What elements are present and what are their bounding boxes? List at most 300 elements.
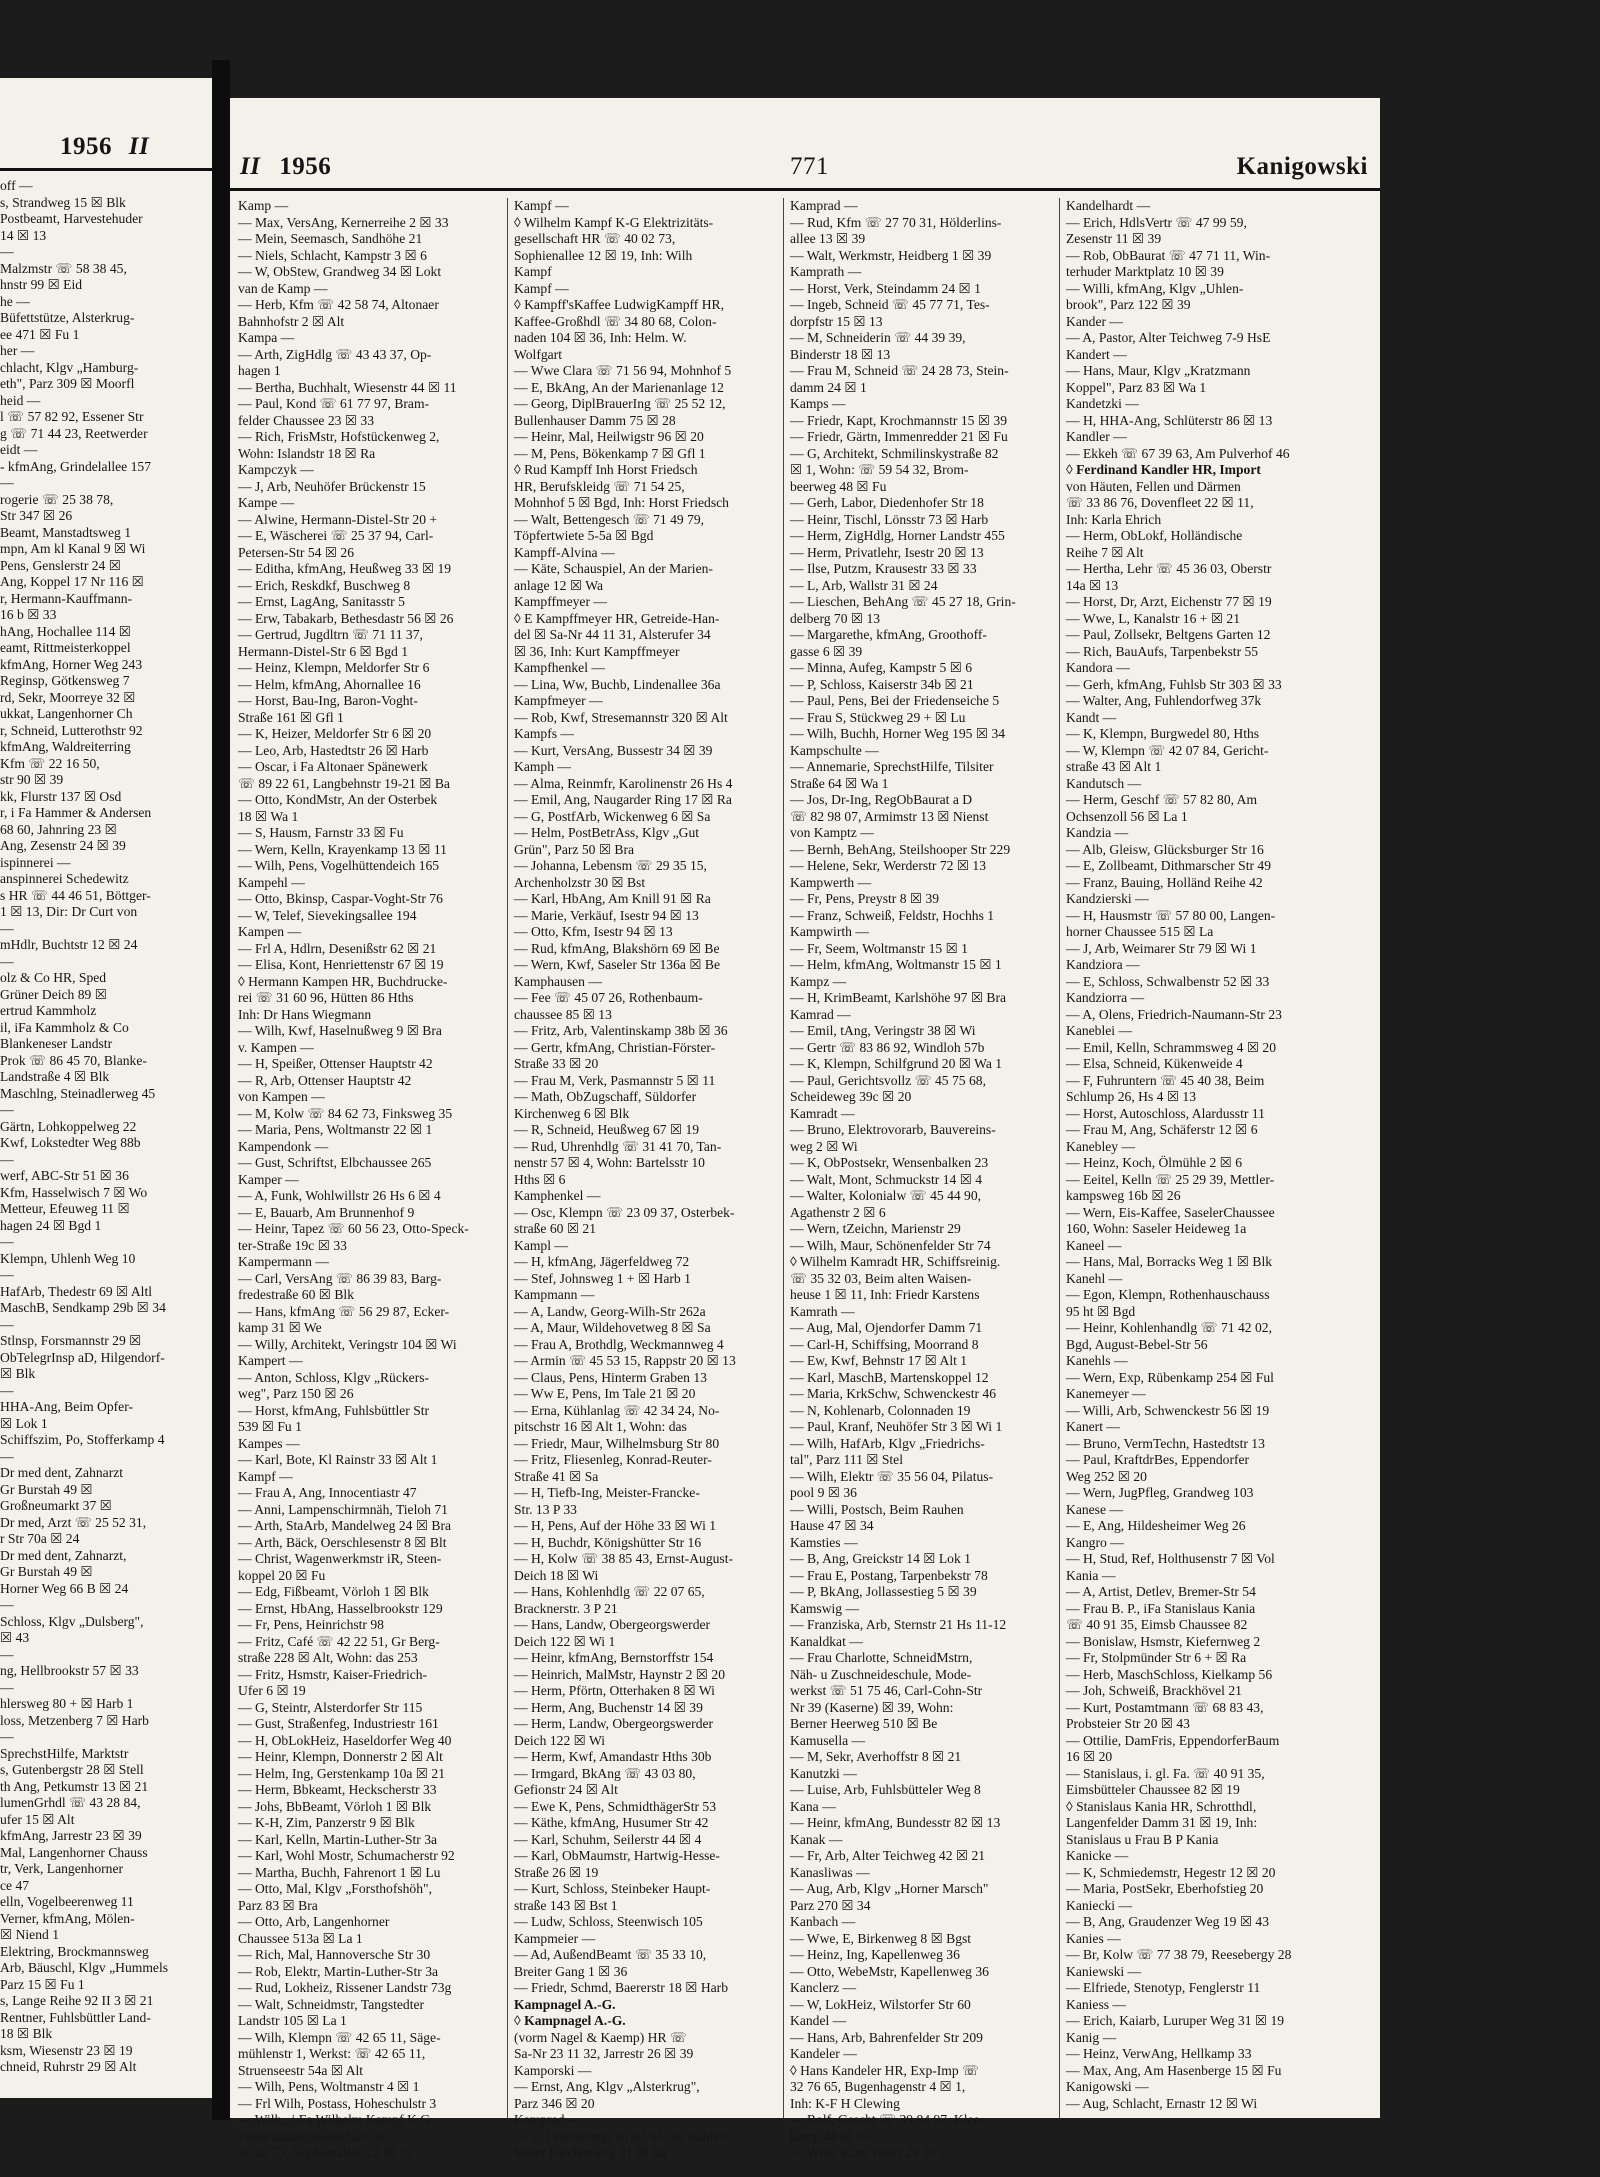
directory-entry: Kampffmeyer — [514, 594, 607, 609]
directory-entry: Wohn: Islandstr 18 ☒ Ra [238, 445, 376, 461]
directory-entry: — Wwe Clara ☏ 71 56 94, Mohnhof 5 [514, 363, 732, 378]
directory-entry: — Rud, Lokheiz, Rissener Landstr 73g [238, 1980, 452, 1995]
directory-entry: Kanert — [1066, 1419, 1120, 1434]
directory-entry: Büfettstütze, Alsterkrug- [0, 310, 135, 325]
column-divider [1059, 198, 1060, 2118]
directory-entry: 16 b ☒ 33 [0, 607, 57, 622]
directory-entry: kfmAng, Jarrestr 23 ☒ 39 [0, 1828, 142, 1843]
directory-entry: — E, Bauarb, Am Brunnenhof 9 [238, 1204, 415, 1220]
directory-entry: r, i Fa Hammer & Andersen [0, 805, 152, 820]
directory-entry: HafArb, Thedestr 69 ☒ Altl [0, 1283, 152, 1299]
directory-entry: ee 471 ☒ Fu 1 [0, 326, 80, 342]
directory-entry: Bracknerstr. 3 P 21 [514, 1600, 618, 1616]
directory-entry: — Friedr, Gärtn, Immenredder 21 ☒ Fu [790, 429, 1008, 444]
directory-entry: — Marie, Verkäuf, Isestr 94 ☒ 13 [514, 907, 699, 923]
directory-entry: Breiter Gang 1 ☒ 36 [514, 1963, 628, 1979]
directory-entry: — Bruno, Elektrovorarb, Bauvereins- [790, 1122, 996, 1137]
directory-entry: — Heinz, Ing, Kapellenweg 36 [790, 1947, 960, 1962]
directory-entry: Kanehls — [1066, 1353, 1128, 1368]
directory-entry: — Math, ObZugschaff, Süldorfer [514, 1089, 697, 1104]
directory-entry: Kamporski — [514, 2062, 592, 2078]
directory-entry: — Kurt, Schloss, Steinbeker Haupt- [514, 1881, 711, 1896]
directory-entry: — Wern, Eis-Kaffee, SaselerChaussee [1066, 1204, 1275, 1220]
directory-entry: MaschB, Sendkamp 29b ☒ 34 [0, 1300, 166, 1315]
directory-entry: — E, Ang, Hildesheimer Weg 26 [1066, 1518, 1246, 1533]
directory-entry: Agathenstr 2 ☒ 6 [790, 1204, 886, 1220]
directory-entry: Kandel — [790, 2013, 847, 2028]
directory-entry: — Wilh, Kwf, Haselnußweg 9 ☒ Bra [238, 1023, 442, 1038]
directory-entry: beerweg 48 ☒ Fu [790, 478, 887, 494]
directory-entry: (vorm Nagel & Kaemp) HR ☏ [514, 2029, 687, 2045]
directory-entry: — Willi, Arb, Schwenckestr 56 ☒ 19 [1066, 1402, 1270, 1418]
directory-entry: werf, ABC-Str 51 ☒ 36 [0, 1168, 129, 1183]
directory-entry: — Georg, DiplBrauerIng ☏ 25 52 12, [514, 396, 726, 411]
directory-entry: — Anton, Schloss, Klgv „Rückers- [238, 1369, 430, 1385]
directory-entry: — Walt, Werkmstr, Heidberg 1 ☒ 39 [790, 247, 992, 263]
directory-entry: — Wilh, Pens, Woltmanstr 4 ☒ 1 [238, 2079, 420, 2094]
directory-entry: Kandziorra — [1066, 990, 1145, 1005]
directory-entry: 68 60, Jahnring 23 ☒ [0, 821, 117, 837]
directory-entry: — Herm, Privatlehr, Isestr 20 ☒ 13 [790, 544, 984, 560]
directory-entry: Stlnsp, Forsmannstr 29 ☒ [0, 1333, 142, 1348]
directory-entry: tal", Parz 111 ☒ Stel [790, 1452, 903, 1467]
directory-entry: — Christ, Wagenwerkmstr iR, Steen- [238, 1551, 442, 1566]
directory-entry: gasse 6 ☒ 39 [790, 643, 863, 659]
directory-entry: Kandeler — [790, 2046, 857, 2061]
directory-entry: koppel 20 ☒ Fu [238, 1567, 326, 1583]
directory-entry: — Karl, Wohl Mostr, Schumacherstr 92 [238, 1848, 455, 1863]
directory-entry: gesellschaft HR ☏ 40 02 73, [514, 231, 676, 246]
directory-entry: Horner Weg 66 B ☒ 24 [0, 1580, 129, 1596]
directory-entry: Kampwirth — [790, 924, 869, 939]
directory-entry: — Hans, Mal, Borracks Weg 1 ☒ Blk [1066, 1254, 1273, 1269]
directory-entry: Kamsties — [790, 1534, 858, 1550]
directory-entry: Straße 41 ☒ Sa [514, 1468, 599, 1484]
directory-entry: s, Lange Reihe 92 II 3 ☒ 21 [0, 1993, 154, 2008]
directory-entry: — Helm, PostBetrAss, Klgv „Gut [514, 825, 700, 840]
directory-entry: ukkat, Langenhorner Ch [0, 706, 133, 721]
directory-entry: — R, Schneid, Heußweg 67 ☒ 19 [514, 1122, 700, 1137]
left-header-volume: II [128, 133, 150, 160]
directory-entry: Kander — [1066, 313, 1123, 329]
directory-entry: Grüner Deich 89 ☒ [0, 986, 107, 1002]
directory-entry: l ☏ 57 82 92, Essener Str [0, 409, 144, 424]
directory-entry: — Helm, kfmAng, Woltmanstr 15 ☒ 1 [790, 957, 1002, 972]
directory-entry: von Kamptz — [790, 825, 874, 840]
directory-entry: Langenfelder Damm 31 ☒ 19, Inh: [1066, 1815, 1258, 1830]
directory-entry: Straße 33 ☒ 20 [514, 1056, 599, 1071]
directory-entry: — Martha, Buchh, Fahrenort 1 ☒ Lu [238, 1864, 441, 1880]
directory-entry: Bgd, August-Bebel-Str 56 [1066, 1336, 1208, 1352]
directory-entry: — Bonislaw, Hsmstr, Kiefernweg 2 [1066, 1633, 1261, 1649]
directory-entry: Str 347 ☒ 26 [0, 508, 73, 523]
directory-entry: — [0, 1679, 14, 1695]
directory-entry: — Walt, Schneidmstr, Tangstedter [238, 1996, 425, 2012]
directory-entry: — Wern, tZeichn, Marienstr 29 [790, 1221, 961, 1236]
directory-entry: — Friedr, Schmd, Baererstr 18 ☒ Harb [514, 1980, 728, 1995]
directory-entry: Kamp — [238, 198, 289, 213]
directory-entry: Kamrath — [790, 1303, 855, 1319]
directory-entry: — A, Funk, Wohlwillstr 26 Hs 6 ☒ 4 [238, 1188, 441, 1203]
directory-entry: — Johs, BbBeamt, Vörloh 1 ☒ Blk [238, 1798, 432, 1814]
directory-entry: Kanclerz — [790, 1980, 857, 1995]
directory-entry: — Hans, kfmAng ☏ 56 29 87, Ecker- [238, 1303, 450, 1319]
directory-entry: Gefionstr 24 ☒ Alt [514, 1782, 618, 1797]
directory-entry: — Lieschen, BehAng ☏ 45 27 18, Grin- [790, 594, 1016, 609]
directory-entry: Ochsenzoll 56 ☒ La 1 [1066, 808, 1188, 824]
directory-entry: Landstraße 4 ☒ Blk [0, 1069, 110, 1084]
directory-entry: — A, Maur, Wildehovetweg 8 ☒ Sa [514, 1320, 711, 1335]
directory-entry: — H, Hausmstr ☏ 57 80 00, Langen- [1066, 907, 1276, 923]
directory-entry: Näh- u Zuschneideschule, Mode- [790, 1666, 972, 1682]
directory-entry: — Wilh, HafArb, Klgv „Friedrichs- [790, 1435, 985, 1451]
directory-entry: Kandora — [1066, 660, 1130, 675]
directory-entry: — Franz, Bauing, Holländ Reihe 42 [1066, 874, 1263, 890]
directory-entry: — Herm, Kwf, Amandastr Hths 30b [514, 1749, 712, 1764]
directory-entry: Eimsbütteler Chaussee 82 ☒ 19 [1066, 1782, 1240, 1797]
directory-entry: Parz 346 ☒ 20 [514, 2095, 595, 2111]
directory-entry: chaussee 85 ☒ 13 [514, 1006, 612, 1022]
directory-entry: Arb, Bäuschl, Klgv „Hummels [0, 1960, 169, 1975]
directory-entry: — M, Pens, Bökenkamp 7 ☒ Gfl 1 [514, 445, 706, 461]
directory-entry: Schloss, Klgv „Dulsberg", [0, 1613, 144, 1629]
directory-entry: Dr med, Arzt ☏ 25 52 31, [0, 1514, 147, 1530]
directory-entry: — Niels, Schlacht, Kampstr 3 ☒ 6 [238, 247, 427, 263]
directory-entry: 1 ☒ 13, Dir: Dr Curt von [0, 904, 138, 919]
directory-entry: werkst ☏ 51 75 46, Carl-Cohn-Str [790, 1683, 983, 1698]
directory-entry: Pens, Genslerstr 24 ☒ [0, 557, 121, 573]
directory-entry: Blankeneser Landstr [0, 1036, 113, 1051]
directory-entry: — B, Ang, Greickstr 14 ☒ Lok 1 [790, 1551, 971, 1566]
directory-entry: delberg 70 ☒ 13 [790, 610, 881, 626]
directory-entry: Prok ☏ 86 45 70, Blanke- [0, 1052, 147, 1068]
directory-entry: — G, Architekt, Schmilinskystraße 82 [790, 445, 999, 461]
right-page [230, 98, 1380, 2160]
directory-entry: — Frl Wilh, Postass, Hoheschulstr 3 [238, 2095, 437, 2111]
directory-entry: Kania — [1066, 1567, 1116, 1583]
directory-entry: — Claus, Pens, Hinterm Graben 13 [514, 1369, 707, 1385]
directory-entry: — Wilh, Klempn ☏ 42 65 11, Säge- [238, 2029, 441, 2045]
directory-entry: Kanaldkat — [790, 1633, 863, 1649]
directory-entry: — Otto, WebeMstr, Kapellenweg 36 [790, 1963, 989, 1979]
directory-entry: Kanicke — [1066, 1848, 1129, 1863]
directory-entry: Elektring, Brockmannsweg [0, 1943, 149, 1959]
directory-entry: — Stanislaus, i. gl. Fa. ☏ 40 91 35, [1066, 1765, 1265, 1781]
directory-entry: — [0, 920, 14, 936]
directory-entry: g ☏ 71 44 23, Reetwerder [0, 425, 148, 441]
directory-entry: hnstr 99 ☒ Eid [0, 277, 83, 292]
directory-entry: — Karl, ObMaumstr, Hartwig-Hesse- [514, 1848, 720, 1863]
directory-entry: Kandler — [1066, 429, 1127, 444]
directory-entry: — M, Schneiderin ☏ 44 39 39, [790, 330, 966, 345]
directory-entry: — Ernst, HbAng, Hasselbrookstr 129 [238, 1600, 443, 1616]
directory-entry: — Helene, Sekr, Werderstr 72 ☒ 13 [790, 858, 987, 873]
directory-entry: — Aug, Schlacht, Ernastr 12 ☒ Wi [1066, 2095, 1258, 2111]
directory-entry: 160, Wohn: Saseler Heideweg 1a [1066, 1221, 1247, 1236]
directory-entry: off — [0, 178, 33, 193]
directory-entry: heid — [0, 392, 41, 408]
directory-entry: — Wilh, Elektr ☏ 35 56 04, Pilatus- [790, 1468, 994, 1484]
directory-entry: — Bernh, BehAng, Steilshooper Str 229 [790, 841, 1011, 857]
directory-entry: — Ottilie, DamFris, EppendorferBaum [1066, 1732, 1280, 1748]
directory-entry: Bahnhofstr 2 ☒ Alt [238, 313, 345, 329]
directory-entry: — Walt, Bettengesch ☏ 71 49 79, [514, 511, 705, 527]
directory-entry: — Walter, Ang, Fuhlendorfweg 37k [1066, 693, 1262, 708]
directory-entry: — Friedr, Maur, Wilhelmsburg Str 80 [514, 1435, 720, 1451]
left-header-year: 1956 [60, 133, 112, 160]
directory-entry: Malzmstr ☏ 58 38 45, [0, 260, 127, 276]
directory-entry: — Frau M, Verk, Pasmannstr 5 ☒ 11 [514, 1072, 716, 1088]
directory-entry: Kanutzki — [790, 1765, 857, 1781]
directory-entry: — Horst, Bau-Ing, Baron-Voght- [238, 693, 418, 708]
directory-entry: Kandt — [1066, 709, 1117, 725]
directory-entry: HR, Berufskleidg ☏ 71 54 25, [514, 478, 685, 494]
directory-entry: — Paul, Zollsekr, Beltgens Garten 12 [1066, 627, 1271, 642]
directory-entry: — Walter, Kolonialw ☏ 45 44 90, [790, 1188, 982, 1203]
directory-entry: il, iFa Kammholz & Co [0, 1019, 129, 1035]
directory-entry: Kampen — [238, 924, 302, 939]
directory-entry: felder Kirchenweg 21 ☒ Ba [514, 2145, 667, 2160]
directory-entry: Kanehl — [1066, 1270, 1123, 1286]
directory-column-1 [238, 198, 500, 2162]
directory-entry: Deich 122 ☒ Wi [514, 1732, 606, 1748]
directory-entry: — Leo, Arb, Hastedtstr 26 ☒ Harb [238, 742, 429, 758]
directory-entry: — K, Klempn, Schilfgrund 20 ☒ Wa 1 [790, 1056, 1003, 1071]
directory-entry: ☏ 33 86 76, Dovenfleet 22 ☒ 11, [1066, 495, 1254, 510]
directory-entry: — Gerh, kfmAng, Fuhlsb Str 303 ☒ 33 [1066, 676, 1282, 692]
directory-entry: Kamusella — [790, 1732, 866, 1748]
directory-entry: — Rob, Elektr, Martin-Luther-Str 3a [238, 1963, 439, 1979]
directory-entry: — H, KrimBeamt, Karlshöhe 97 ☒ Bra [790, 990, 1007, 1005]
directory-entry: del ☒ Sa-Nr 44 11 31, Alsterufer 34 [514, 627, 711, 642]
directory-entry: — Br, Kolw ☏ 77 38 79, Reesebergy 28 [1066, 1947, 1292, 1962]
directory-entry: — Armin ☏ 45 53 15, Rappstr 20 ☒ 13 [514, 1353, 736, 1368]
directory-entry: — Rud, Kfm ☏ 27 70 31, Hölderlins- [790, 214, 1002, 230]
directory-entry: — Kurt, Postamtmann ☏ 68 83 43, [1066, 1699, 1264, 1715]
directory-entry: — Heinr, Klempn, Donnerstr 2 ☒ Alt [238, 1749, 443, 1764]
directory-entry: v. Kampen — [238, 1039, 314, 1055]
directory-entry: — Frl A, Hdlrn, Desenißstr 62 ☒ 21 [238, 940, 437, 956]
directory-entry: — Herm, Geschf ☏ 57 82 80, Am [1066, 792, 1258, 807]
directory-entry: Scheideweg 39c ☒ 20 [790, 1089, 912, 1104]
directory-entry: — Rud, Uhrenhdlg ☏ 31 41 70, Tan- [514, 1138, 722, 1154]
directory-entry: — Elisa, Kont, Henriettenstr 67 ☒ 19 [238, 957, 444, 972]
directory-entry: — M, Kolw ☏ 84 62 73, Finksweg 35 [238, 1105, 453, 1121]
directory-entry: tr, Verk, Langenhorner [0, 1861, 124, 1876]
directory-entry: kamp 48 ☒ Fu [790, 2128, 871, 2144]
directory-entry: Reginsp, Götkensweg 7 [0, 673, 130, 688]
directory-entry: — K, Klempn, Burgwedel 80, Hths [1066, 726, 1260, 741]
directory-entry: — Otto, Bkinsp, Caspar-Voght-Str 76 [238, 891, 443, 906]
directory-entry: — Aug, Mal, Ojendorfer Damm 71 [790, 1320, 983, 1335]
left-page-column [0, 178, 206, 2076]
directory-entry: Kanasliwas — [790, 1864, 870, 1880]
directory-entry: — Gertr ☏ 83 86 92, Windloh 57b [790, 1039, 985, 1055]
directory-entry: Großneumarkt 37 ☒ [0, 1498, 112, 1513]
directory-entry: — Rob, Kwf, Stresemannstr 320 ☒ Alt [514, 709, 728, 725]
directory-entry: Dr med dent, Zahnarzt [0, 1465, 124, 1480]
directory-entry: Kandziora — [1066, 957, 1140, 972]
directory-entry: — Herm, ObLokf, Holländische [1066, 528, 1243, 543]
directory-entry: Kwf, Lokstedter Weg 88b [0, 1135, 141, 1150]
directory-entry: — Emil, Ang, Naugarder Ring 17 ☒ Ra [514, 792, 732, 807]
directory-entry: — E, Wäscherei ☏ 25 37 94, Carl- [238, 528, 434, 543]
directory-entry: — Wilh, Pens, Vogelhüttendeich 165 [238, 858, 440, 873]
directory-entry: — Herm, Landw, Obergeorgswerder [514, 1716, 714, 1731]
directory-entry: — Emil, Kelln, Schrammsweg 4 ☒ 20 [1066, 1039, 1277, 1055]
directory-entry: — Margarethe, kfmAng, Groothoff- [790, 627, 987, 642]
directory-entry: Grün", Parz 50 ☒ Bra [514, 841, 635, 857]
directory-entry: Kamphausen — [514, 973, 602, 989]
directory-entry: — Alb, Gleisw, Glücksburger Str 16 [1066, 841, 1264, 857]
column-divider [783, 198, 784, 2118]
directory-entry: Zesenstr 11 ☒ 39 [1066, 231, 1162, 246]
directory-entry: brook", Parz 122 ☒ 39 [1066, 297, 1191, 312]
directory-entry: straße 43 ☒ Alt 1 [1066, 759, 1162, 774]
directory-entry: 539 ☒ Fu 1 [238, 1419, 302, 1434]
directory-entry: Inh: Karla Ehrich [1066, 511, 1162, 527]
directory-entry: horner Chaussee 515 ☒ La [1066, 924, 1214, 939]
directory-entry: — Hertha, Lehr ☏ 45 36 03, Oberstr [1066, 561, 1272, 576]
directory-entry: Kanies — [1066, 1930, 1121, 1946]
directory-entry: Kandert — [1066, 346, 1127, 362]
directory-entry: rei ☏ 31 60 96, Hütten 86 Hths [238, 990, 414, 1005]
directory-entry: — Hans, Maur, Klgv „Kratzmann [1066, 363, 1251, 378]
directory-entry: Kampf — [238, 1468, 293, 1484]
directory-entry: — Minna, Aufeg, Kampstr 5 ☒ 6 [790, 660, 973, 675]
directory-entry: — Mein, Seemasch, Sandhöhe 21 [238, 231, 423, 246]
directory-entry: ◊ Kampff'sKaffee LudwigKampff HR, [514, 297, 725, 312]
directory-entry: — Fr, Seem, Woltmanstr 15 ☒ 1 [790, 940, 968, 956]
directory-entry: straße 143 ☒ Bst 1 [514, 1897, 618, 1913]
directory-entry: ◊ Rud Kampff Inh Horst Friedsch [514, 462, 698, 477]
directory-entry: ☒ 36, Inh: Kurt Kampffmeyer [514, 643, 680, 659]
directory-entry: von Kampen — [238, 1089, 325, 1104]
directory-entry: — Horst, Verk, Steindamm 24 ☒ 1 [790, 280, 981, 296]
directory-entry: — Heinz, Klempn, Meldorfer Str 6 [238, 660, 430, 675]
directory-entry: — Elsa, Schneid, Kükenweide 4 [1066, 1056, 1243, 1071]
directory-entry: — Frau A, Brothdlg, Weckmannweg 4 [514, 1336, 724, 1352]
directory-entry: — P, BkAng, Jollassestieg 5 ☒ 39 [790, 1584, 977, 1599]
directory-entry: — H, Kolw ☏ 38 85 43, Ernst-August- [514, 1551, 734, 1566]
directory-entry: — Arth, ZigHdlg ☏ 43 43 37, Op- [238, 346, 432, 362]
directory-entry: 14 ☒ 13 [0, 227, 47, 243]
directory-entry: — Jos, Dr-Ing, RegObBaurat a D [790, 792, 973, 807]
directory-entry: s, Gutenbergstr 28 ☒ Stell [0, 1762, 144, 1777]
directory-entry: — Rolf, Gescht ☏ 39 84 97, Klee- [790, 2112, 985, 2127]
directory-column-3 [790, 198, 1052, 2162]
directory-entry: — Ad, AußendBeamt ☏ 35 33 10, [514, 1947, 707, 1962]
directory-entry: 32 76 65, Bugenhagenstr 4 ☒ 1, [790, 2079, 966, 2094]
directory-entry: — H, Pens, Auf der Höhe 33 ☒ Wi 1 [514, 1518, 717, 1533]
directory-entry: chlacht, Klgv „Hamburg- [0, 359, 139, 375]
directory-entry: — Franz, Schweiß, Feldstr, Hochhs 1 [790, 907, 995, 923]
directory-entry: — A, Pastor, Alter Teichweg 7-9 HsE [1066, 330, 1271, 345]
directory-entry: r Str 70a ☒ 24 [0, 1531, 80, 1546]
directory-entry: — Otto, KondMstr, An der Osterbek [238, 792, 438, 807]
directory-entry: kamp 31 ☒ We [238, 1320, 322, 1335]
directory-entry: hAng, Hochallee 114 ☒ [0, 623, 131, 639]
directory-entry: Sophienallee 12 ☒ 19, Inh: Wilh [514, 247, 693, 263]
directory-entry: — Arth, StaArb, Mandelweg 24 ☒ Bra [238, 1518, 452, 1533]
directory-entry: Kampf — [514, 198, 569, 213]
directory-entry: — Rich, Mal, Hannoversche Str 30 [238, 1947, 431, 1962]
directory-entry: — Wilh., i.Fa Wilhelm Kampf K.G., [238, 2112, 437, 2127]
directory-entry: — Wilh, Maur, Schönenfelder Str 74 [790, 1237, 991, 1253]
directory-entry: Kamradt — [790, 1105, 855, 1121]
directory-entry: — Emil, tAng, Veringstr 38 ☒ Wi [790, 1023, 976, 1038]
directory-entry: — Fr, Pens, Preystr 8 ☒ 39 [790, 891, 940, 906]
directory-entry: Binderstr 18 ☒ 13 [790, 346, 891, 362]
directory-entry: Kampz — [790, 973, 847, 989]
directory-entry: Kanemeyer — [1066, 1386, 1146, 1401]
directory-entry: Kamprath — [790, 264, 862, 279]
directory-entry: HHA-Ang, Beim Opfer- [0, 1399, 133, 1414]
directory-entry: — Fr, Arb, Alter Teichweg 42 ☒ 21 [790, 1848, 986, 1863]
directory-entry: — Frau M, Schneid ☏ 24 28 73, Stein- [790, 363, 1009, 378]
directory-entry: — Rich, FrisMstr, Hofstückenweg 2, [238, 429, 440, 444]
directory-entry: Kampfhenkel — [514, 660, 605, 675]
directory-entry: Inh: Dr Hans Wiegmann [238, 1006, 372, 1022]
directory-entry: weg 2 ☒ Wi [790, 1138, 858, 1154]
directory-entry: 16 ☒ 20 [1066, 1749, 1113, 1764]
directory-entry: Kampert — [238, 1353, 303, 1368]
directory-entry: — Wern, Exp, Rübenkamp 254 ☒ Ful [1066, 1369, 1274, 1385]
directory-entry: — Max, Ang, Am Hasenberge 15 ☒ Fu [1066, 2062, 1282, 2078]
directory-entry: — H, Buchdr, Königshütter Str 16 [514, 1534, 702, 1550]
directory-entry: str 90 ☒ 39 [0, 772, 64, 787]
directory-entry: mHdlr, Buchtstr 12 ☒ 24 [0, 937, 138, 952]
directory-entry: — L, Arb, Wallstr 31 ☒ 24 [790, 577, 938, 593]
directory-entry: heuse 1 ☒ 11, Inh: Friedr Karstens [790, 1287, 980, 1302]
directory-entry: Parz 15 ☒ Fu 1 [0, 1976, 85, 1992]
directory-entry: Kampf [514, 264, 552, 279]
directory-entry: — Herm, ZigHdlg, Horner Landstr 455 [790, 528, 1005, 543]
directory-entry: — Herm, Ang, Buchenstr 14 ☒ 39 [514, 1699, 703, 1715]
directory-entry: Kamper — [238, 1171, 299, 1187]
directory-entry: — Willi, kfmAng, Klgv „Uhlen- [1066, 280, 1244, 296]
directory-entry: ☏ 82 98 07, Armimstr 13 ☒ Nienst [790, 808, 989, 824]
directory-entry: he — [0, 293, 30, 309]
directory-entry: Mohnhof 5 ☒ Bgd, Inh: Horst Friedsch [514, 495, 729, 510]
directory-entry: von Häuten, Fellen und Därmen [1066, 478, 1241, 494]
directory-entry: — Willi, Kfm, Isestr 29 ☒ 13 [790, 2145, 952, 2160]
directory-entry: Metteur, Efeuweg 11 ☒ [0, 1201, 130, 1216]
directory-entry: Deich 18 ☒ Wi [514, 1567, 599, 1583]
directory-entry: — H, Stud, Ref, Holthusenstr 7 ☒ Vol [1066, 1551, 1275, 1566]
directory-entry: Kampmeier — [514, 1930, 596, 1946]
column-divider [507, 198, 508, 2118]
right-header-rule [230, 188, 1380, 191]
directory-entry: — [0, 1316, 14, 1332]
directory-entry: Gr Burstah 49 ☒ [0, 1564, 93, 1579]
directory-entry: Kampa — [238, 330, 295, 345]
directory-entry: nenstr 57 ☒ 4, Wohn: Bartelsstr 10 [514, 1155, 705, 1170]
directory-entry: — Erich, HdlsVertr ☏ 47 99 59, [1066, 214, 1247, 230]
directory-entry: — Erna, Kühlanlag ☏ 42 34 24, No- [514, 1402, 720, 1418]
directory-entry: rd, Sekr, Moorreye 32 ☒ [0, 689, 136, 705]
directory-entry: Petersen-Str 54 ☒ 26 [238, 544, 355, 560]
directory-entry: hagen 24 ☒ Bgd 1 [0, 1217, 102, 1233]
directory-entry: Kfm, Hasselwisch 7 ☒ Wo [0, 1184, 148, 1200]
directory-entry: Deich 122 ☒ Wi 1 [514, 1633, 616, 1649]
directory-entry: — [0, 953, 14, 969]
directory-entry: Töpfertwiete 5-5a ☒ Bgd [514, 528, 654, 543]
directory-entry: Berner Heerweg 510 ☒ Be [790, 1716, 938, 1731]
directory-column-4 [1066, 198, 1366, 2112]
directory-entry: — Karl, MaschB, Martenskoppel 12 [790, 1369, 989, 1385]
directory-entry: Kampf — [514, 280, 569, 296]
